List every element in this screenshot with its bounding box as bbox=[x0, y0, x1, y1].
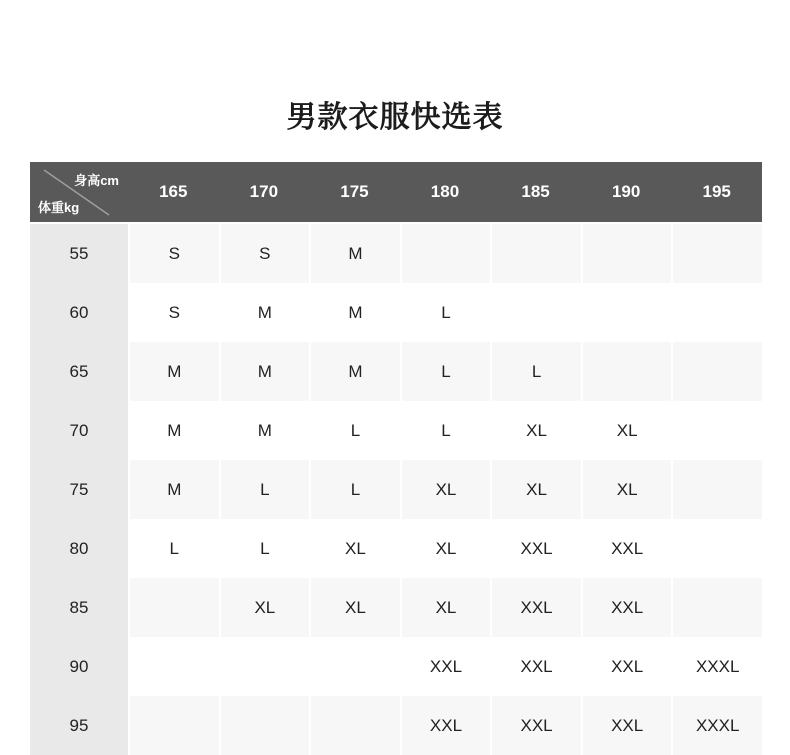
table-row bbox=[30, 637, 762, 696]
size-cell: L bbox=[400, 401, 491, 460]
size-cell: M bbox=[219, 401, 310, 460]
weight-cell: 85 bbox=[30, 578, 128, 637]
size-cell bbox=[581, 224, 672, 283]
size-cell: XXXL bbox=[671, 637, 762, 696]
weight-cell: 95 bbox=[30, 696, 128, 755]
corner-cell bbox=[30, 162, 128, 222]
size-cell: M bbox=[309, 224, 400, 283]
size-cell: XXL bbox=[490, 519, 581, 578]
height-header-cell: 185 bbox=[521, 182, 550, 201]
height-header-cell: 195 bbox=[702, 182, 731, 201]
size-cell bbox=[400, 224, 491, 283]
size-cell: L bbox=[219, 519, 310, 578]
table-row bbox=[30, 578, 762, 637]
size-cell: L bbox=[400, 342, 491, 401]
size-cell: L bbox=[219, 460, 310, 519]
weight-cell: 70 bbox=[30, 401, 128, 460]
size-cell: M bbox=[309, 342, 400, 401]
size-table bbox=[30, 162, 762, 755]
size-cell: L bbox=[400, 283, 491, 342]
size-cell bbox=[490, 224, 581, 283]
height-axis-label: 身高cm bbox=[74, 173, 119, 188]
weight-cell: 80 bbox=[30, 519, 128, 578]
size-cell bbox=[671, 460, 762, 519]
table-row bbox=[30, 401, 762, 460]
size-cell: XL bbox=[400, 460, 491, 519]
size-cell bbox=[671, 578, 762, 637]
size-cell bbox=[219, 696, 310, 755]
table-row bbox=[30, 342, 762, 401]
size-cell bbox=[671, 401, 762, 460]
size-cell bbox=[581, 283, 672, 342]
size-cell: M bbox=[128, 401, 219, 460]
size-cell: XXL bbox=[581, 637, 672, 696]
size-cell bbox=[128, 637, 219, 696]
size-cell: XXL bbox=[490, 637, 581, 696]
page-title: 男款衣服快选表 bbox=[286, 101, 504, 134]
size-cell: L bbox=[309, 460, 400, 519]
size-cell: S bbox=[128, 283, 219, 342]
size-cell: M bbox=[219, 283, 310, 342]
size-cell: XL bbox=[581, 460, 672, 519]
size-cell bbox=[219, 637, 310, 696]
size-cell: L bbox=[309, 401, 400, 460]
weight-cell: 65 bbox=[30, 342, 128, 401]
height-header-cell: 190 bbox=[611, 182, 641, 201]
size-cell: M bbox=[219, 342, 310, 401]
size-cell bbox=[309, 696, 400, 755]
height-header-cell: 165 bbox=[159, 182, 188, 201]
size-cell: XL bbox=[400, 578, 491, 637]
size-cell: S bbox=[219, 224, 310, 283]
size-cell: XXL bbox=[581, 696, 672, 755]
size-cell: XL bbox=[490, 401, 581, 460]
size-cell: L bbox=[128, 519, 219, 578]
size-cell: XL bbox=[400, 519, 491, 578]
size-cell bbox=[671, 342, 762, 401]
table-row bbox=[30, 696, 762, 755]
size-cell bbox=[490, 283, 581, 342]
size-cell bbox=[671, 283, 762, 342]
size-cell bbox=[128, 578, 219, 637]
table-header-row bbox=[30, 162, 762, 222]
weight-cell: 55 bbox=[30, 224, 128, 283]
height-header-cell: 170 bbox=[249, 182, 279, 201]
size-cell: XXL bbox=[581, 519, 672, 578]
size-cell bbox=[309, 637, 400, 696]
size-cell: XL bbox=[309, 519, 400, 578]
table-row bbox=[30, 519, 762, 578]
weight-cell: 60 bbox=[30, 283, 128, 342]
size-cell bbox=[671, 519, 762, 578]
size-cell: XXXL bbox=[671, 696, 762, 755]
size-cell bbox=[581, 342, 672, 401]
height-header-cell: 180 bbox=[430, 182, 460, 201]
size-cell: XXL bbox=[490, 696, 581, 755]
height-header-cell: 175 bbox=[340, 182, 369, 201]
size-cell: M bbox=[128, 342, 219, 401]
size-cell: M bbox=[128, 460, 219, 519]
weight-cell: 90 bbox=[30, 637, 128, 696]
size-cell bbox=[128, 696, 219, 755]
size-cell: L bbox=[490, 342, 581, 401]
size-cell: XL bbox=[490, 460, 581, 519]
size-cell: XXL bbox=[581, 578, 672, 637]
size-cell: M bbox=[309, 283, 400, 342]
size-cell: XL bbox=[219, 578, 310, 637]
weight-cell: 75 bbox=[30, 460, 128, 519]
size-cell bbox=[671, 224, 762, 283]
weight-axis-label: 体重kg bbox=[38, 200, 80, 215]
table-row bbox=[30, 283, 762, 342]
size-cell: XXL bbox=[400, 637, 491, 696]
size-cell: XL bbox=[309, 578, 400, 637]
table-row bbox=[30, 460, 762, 519]
size-cell: XXL bbox=[400, 696, 491, 755]
size-cell: XXL bbox=[490, 578, 581, 637]
size-cell: XL bbox=[581, 401, 672, 460]
size-cell: S bbox=[128, 224, 219, 283]
table-body bbox=[30, 224, 762, 755]
table-row bbox=[30, 224, 762, 283]
